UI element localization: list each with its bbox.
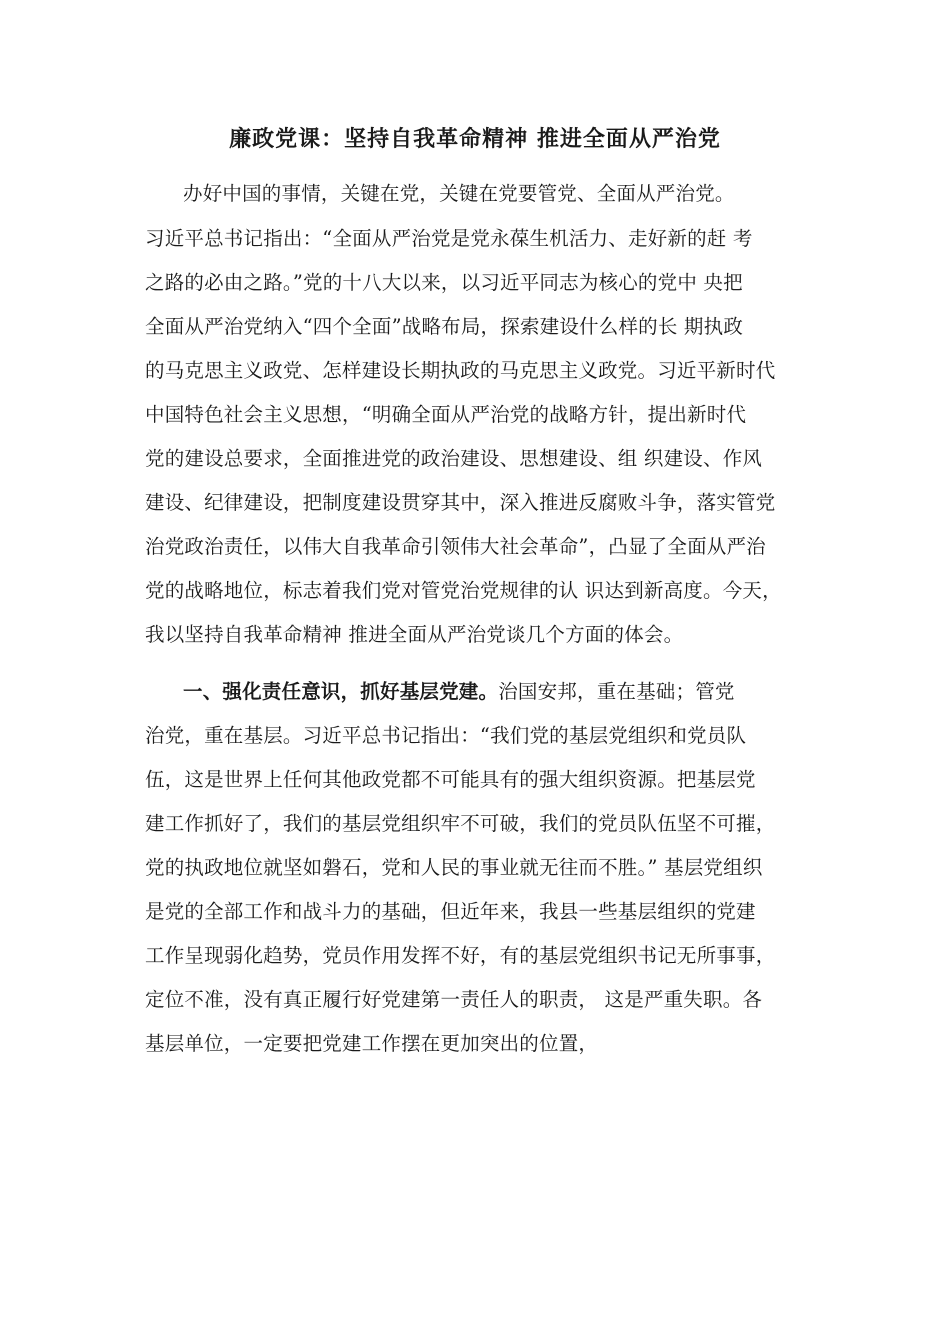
paragraph-1-line-9: 治党政治责任，以伟大自我革命引领伟大社会革命”，凸显了全面从严治 bbox=[145, 535, 766, 558]
paragraph-2-line-4: 建工作抓好了，我们的基层党组织牢不可破，我们的党员队伍坚不可摧， bbox=[145, 812, 776, 835]
paragraph-2-line-5: 党的执政地位就坚如磐石，党和人民的事业就无往而不胜。” 基层党组织 bbox=[145, 856, 763, 879]
paragraph-1-line-7: 党的建设总要求，全面推进党的政治建设、思想建设、组 织建设、作风 bbox=[145, 447, 763, 470]
paragraph-1-line-3: 之路的必由之路。”党的十八大以来，以习近平同志为核心的党中 央把 bbox=[145, 271, 743, 294]
paragraph-1-line-5: 的马克思主义政党、怎样建设长期执政的马克思主义政党。习近平新时代 bbox=[145, 359, 776, 382]
paragraph-2-line-6: 是党的全部工作和战斗力的基础，但近年来，我县一些基层组织的党建 bbox=[145, 900, 756, 923]
section-heading-rest: 治国安邦，重在基础；管党 bbox=[498, 680, 735, 703]
paragraph-2-line-2: 治党，重在基层。习近平总书记指出：“我们党的基层党组织和党员队 bbox=[145, 724, 747, 747]
paragraph-2-line-8: 定位不准，没有真正履行好党建第一责任人的职责， 这是严重失职。各 bbox=[145, 988, 763, 1011]
document-title: 廉政党课：坚持自我革命精神 推进全面从严治党 bbox=[229, 126, 721, 152]
paragraph-1-line-8: 建设、纪律建设，把制度建设贯穿其中，深入推进反腐败斗争，落实管党 bbox=[145, 491, 776, 514]
paragraph-2-line-1 bbox=[183, 679, 735, 705]
paragraph-2-line-7: 工作呈现弱化趋势，党员作用发挥不好，有的基层党组织书记无所事事， bbox=[145, 944, 776, 967]
paragraph-1-line-1: 办好中国的事情，关键在党，关键在党要管党、全面从严治党。 bbox=[183, 182, 735, 205]
section-heading: 一、强化责任意识，抓好基层党建。 bbox=[183, 680, 499, 703]
paragraph-1-line-2: 习近平总书记指出：“全面从严治党是党永葆生机活力、走好新的赶 考 bbox=[145, 227, 753, 250]
paragraph-2-line-3: 伍，这是世界上任何其他政党都不可能具有的强大组织资源。把基层党 bbox=[145, 768, 756, 791]
paragraph-1-line-11: 我以坚持自我革命精神 推进全面从严治党谈几个方面的体会。 bbox=[145, 623, 684, 646]
paragraph-1-line-4: 全面从严治党纳入“四个全面”战略布局，探索建设什么样的长 期执政 bbox=[145, 315, 744, 338]
paragraph-2-line-9: 基层单位，一定要把党建工作摆在更加突出的位置， bbox=[145, 1032, 599, 1055]
paragraph-1-line-10: 党的战略地位，标志着我们党对管党治党规律的认 识达到新高度。今天， bbox=[145, 579, 782, 602]
paragraph-1-line-6: 中国特色社会主义思想，“明确全面从严治党的战略方针，提出新时代 bbox=[145, 403, 747, 426]
